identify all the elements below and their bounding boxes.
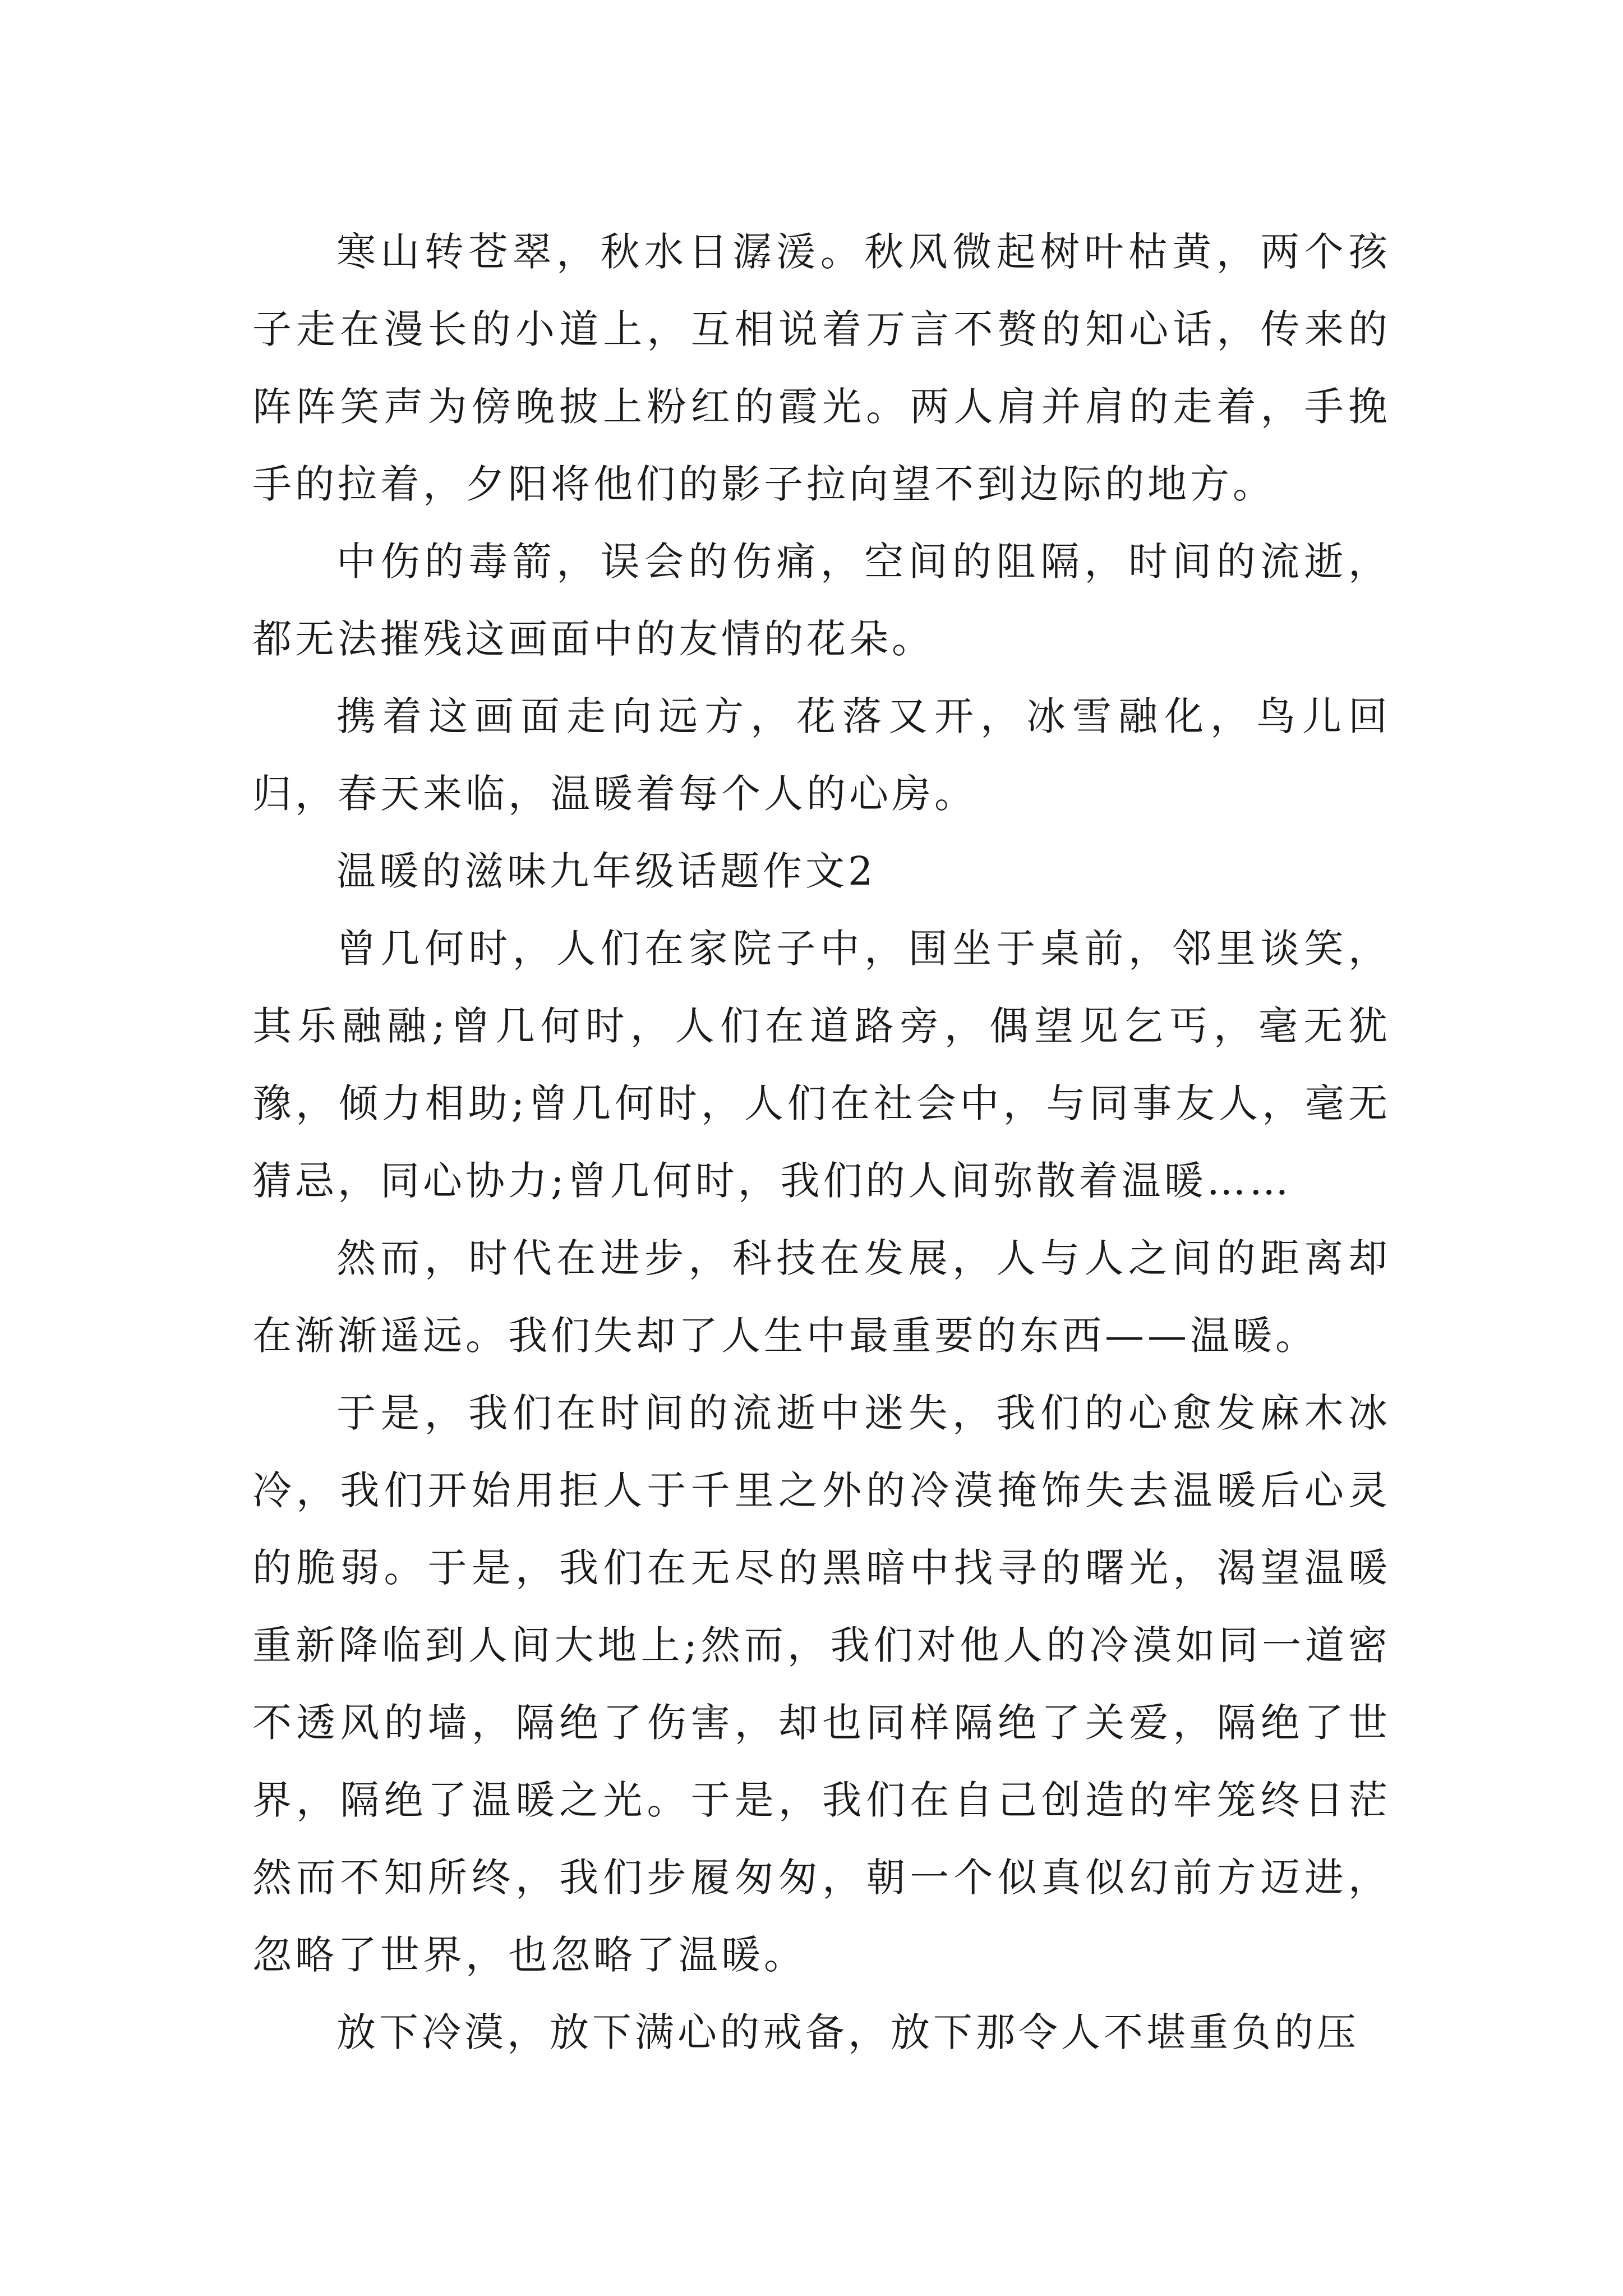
- paragraph-autumn-friends: 寒山转苍翠，秋水日潺湲。秋风微起树叶枯黄，两个孩子走在漫长的小道上，互相说着万言不赘的知心话，传来的阵阵笑声为傍晚披上粉红的霞光。两人肩并肩的走着，手挽手的拉着，夕阳将他们的影子拉向望不到边际的地方。: [252, 229, 1391, 507]
- paragraph-spring-warmth: 携着这画面走向远方，花落又开，冰雪融化，鸟儿回归，春天来临，温暖着每个人的心房。: [252, 693, 1391, 817]
- document-body: [252, 213, 1391, 2071]
- paragraph-however: 然而，时代在进步，科技在发展，人与人之间的距离却在渐渐遥远。我们失却了人生中最重要的东西——温暖。: [252, 1235, 1391, 1359]
- paragraph-lost-in-time: 于是，我们在时间的流逝中迷失，我们的心愈发麻木冰冷，我们开始用拒人于千里之外的冷漠掩饰失去温暖后心灵的脆弱。于是，我们在无尽的黑暗中找寻的曙光，渴望温暖重新降临到人间大地上;然而，我们对他人的冷漠如同一道密不透风的墙，隔绝了伤害，却也同样隔绝了关爱，隔绝了世界，隔绝了温暖之光。于是，我们在自己创造的牢笼终日茫然而不知所终，我们步履匆匆，朝一个似真似幻前方迈进，忽略了世界，也忽略了温暖。: [252, 1390, 1391, 1978]
- paragraph-let-go: 放下冷漠，放下满心的戒备，放下那令人不堪重负的压: [336, 2009, 1359, 2055]
- section-title: 温暖的滋味九年级话题作文2: [336, 848, 877, 894]
- paragraph-friendship-flower: 中伤的毒箭，误会的伤痛，空间的阻隔，时间的流逝，都无法摧残这画面中的友情的花朵。: [252, 539, 1391, 662]
- paragraph-once-upon-a-time: 曾几何时，人们在家院子中，围坐于桌前，邻里谈笑，其乐融融;曾几何时，人们在道路旁，偶望见乞丐，毫无犹豫，倾力相助;曾几何时，人们在社会中，与同事友人，毫无猜忌，同心协力;曾几何时，我们的人间弥散着温暖……: [252, 926, 1391, 1204]
